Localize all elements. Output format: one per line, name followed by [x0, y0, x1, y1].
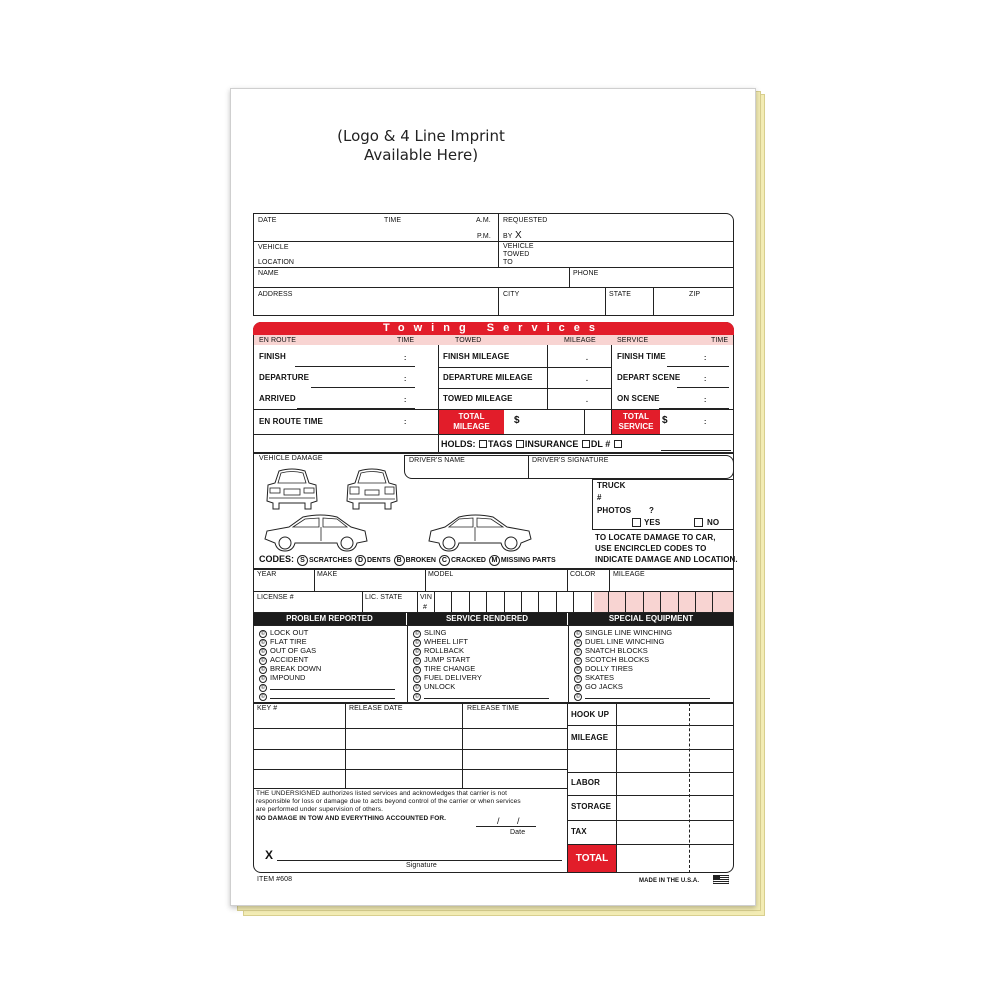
code-c-circle: C	[439, 555, 450, 566]
service-item[interactable]	[413, 655, 549, 664]
item-circle: ©	[259, 639, 267, 647]
item-circle: ©	[574, 684, 582, 692]
by-x-mark: X	[515, 230, 522, 241]
code-d-label: DENTS	[366, 557, 391, 564]
legal-line-4: NO DAMAGE IN TOW AND EVERYTHING ACCOUNTED FOR.	[256, 815, 447, 822]
lic-state-label: LIC. STATE	[365, 594, 403, 601]
state-label: STATE	[609, 291, 632, 298]
service-item[interactable]	[413, 691, 549, 700]
time-header-1: TIME	[397, 337, 415, 344]
time-header-2: TIME	[711, 337, 729, 344]
release-time-label: RELEASE TIME	[467, 705, 520, 712]
problem-list	[259, 628, 395, 700]
color-label: COLOR	[570, 571, 596, 578]
item-circle: ©	[574, 666, 582, 674]
vin-digit-cell[interactable]	[591, 591, 592, 613]
name-label: NAME	[258, 270, 279, 277]
other-hold-checkbox[interactable]	[614, 440, 622, 448]
vin-digit-cell[interactable]	[712, 591, 713, 613]
finish-colon: :	[404, 355, 407, 362]
by-label: BY	[503, 233, 513, 240]
problem-item-label: OUT OF GAS	[270, 646, 317, 655]
problem-item-label: IMPOUND	[270, 673, 306, 682]
problem-item[interactable]	[259, 691, 395, 700]
car-right-side-diagram	[425, 509, 535, 555]
blank-entry-line[interactable]	[424, 691, 549, 699]
code-d-circle: D	[355, 555, 366, 566]
car-rear-diagram	[341, 465, 403, 513]
problem-item[interactable]	[259, 664, 395, 673]
problem-item[interactable]	[259, 673, 395, 682]
service-item-label: TIRE CHANGE	[424, 664, 476, 673]
problem-item-label: ACCIDENT	[270, 655, 309, 664]
insurance-label: INSURANCE	[524, 439, 579, 449]
item-circle: ©	[259, 666, 267, 674]
storage-label: STORAGE	[571, 802, 612, 811]
vin-digit-cell[interactable]	[469, 591, 470, 613]
signature-label: Signature	[406, 862, 437, 869]
service-item[interactable]	[413, 673, 549, 682]
towing-subheader	[254, 335, 733, 345]
service-item-label: ROLLBACK	[424, 646, 465, 655]
towing-services-title: Towing Services	[383, 322, 604, 334]
problem-item[interactable]	[259, 682, 395, 691]
service-list	[413, 628, 549, 700]
finish-label: FINISH	[259, 352, 286, 361]
departure-colon: :	[404, 376, 407, 383]
service-item[interactable]	[413, 682, 549, 691]
holds-label: HOLDS:	[441, 439, 476, 449]
en-route-label: EN ROUTE	[259, 337, 296, 344]
car-front-diagram	[261, 465, 323, 513]
service-item[interactable]	[413, 628, 549, 637]
car-left-side-diagram	[261, 509, 371, 555]
vin-digit-cell[interactable]	[556, 591, 557, 613]
equipment-item[interactable]	[574, 646, 710, 655]
en-route-time-label: EN ROUTE TIME	[259, 417, 323, 426]
logo-imprint	[326, 127, 516, 165]
total-service-badge	[612, 410, 660, 434]
arrived-label: ARRIVED	[259, 394, 296, 403]
item-circle: ©	[413, 639, 421, 647]
drivers-name-label: DRIVER'S NAME	[409, 457, 465, 464]
photos-no-checkbox[interactable]	[694, 518, 703, 527]
photos-yes-checkbox[interactable]	[632, 518, 641, 527]
equipment-item[interactable]	[574, 664, 710, 673]
code-m-circle: M	[489, 555, 500, 566]
vin-digit-cell[interactable]	[434, 591, 435, 613]
model-label: MODEL	[428, 571, 454, 578]
arrived-colon: :	[404, 397, 407, 404]
code-m-label: MISSING PARTS	[500, 557, 556, 564]
depart-scene-label: DEPART SCENE	[617, 373, 681, 382]
truck-hash: #	[597, 493, 602, 502]
departure-mileage-dot: .	[586, 376, 589, 383]
vin-digit-cell[interactable]	[625, 591, 626, 613]
service-header: SERVICE RENDERED	[407, 613, 567, 625]
finish-time-colon: :	[704, 355, 707, 362]
service-item[interactable]	[413, 637, 549, 646]
equipment-item-label: SKATES	[585, 673, 615, 682]
equipment-item[interactable]	[574, 673, 710, 682]
signature-x: X	[265, 848, 274, 862]
service-item-label: FUEL DELIVERY	[424, 673, 482, 682]
item-circle: ©	[574, 630, 582, 638]
vin-digit-cell[interactable]	[660, 591, 661, 613]
vin-digit-cell[interactable]	[678, 591, 679, 613]
problem-item-label: LOCK OUT	[270, 628, 309, 637]
vehicle-location-label-2: LOCATION	[258, 259, 295, 266]
blank-entry-line[interactable]	[270, 682, 395, 690]
on-scene-colon: :	[704, 397, 707, 404]
vin-hash-label: #	[423, 604, 427, 611]
vin-digit-cell[interactable]	[695, 591, 696, 613]
total-mileage-text-1: TOTAL	[458, 412, 485, 421]
dl-checkbox[interactable]	[582, 440, 590, 448]
insurance-checkbox[interactable]	[516, 440, 524, 448]
equipment-item-label: SCOTCH BLOCKS	[585, 655, 650, 664]
finish-mileage-dot: .	[586, 355, 589, 362]
vehicle-damage-label: VEHICLE DAMAGE	[259, 455, 323, 462]
item-circle: ©	[259, 630, 267, 638]
depart-scene-colon: :	[704, 376, 707, 383]
equipment-header: SPECIAL EQUIPMENT	[568, 613, 734, 625]
license-label: LICENSE #	[257, 594, 294, 601]
problem-item-label: BREAK DOWN	[270, 664, 322, 673]
date-label: DATE	[258, 217, 277, 224]
equipment-item-label: SINGLE LINE WINCHING	[585, 628, 673, 637]
problem-item[interactable]	[259, 637, 395, 646]
problem-item[interactable]	[259, 655, 395, 664]
equipment-item[interactable]	[574, 655, 710, 664]
damage-codes-row	[259, 554, 556, 566]
vehicle-towed-label-3: TO	[503, 259, 513, 266]
towing-services-header	[253, 322, 734, 335]
code-b-label: BROKEN	[405, 557, 436, 564]
tags-label: TAGS	[488, 439, 513, 449]
total-mileage-badge	[439, 410, 504, 434]
item-circle: ©	[413, 693, 421, 701]
labor-label: LABOR	[571, 778, 600, 787]
finish-mileage-label: FINISH MILEAGE	[443, 352, 510, 361]
date-slash-1: /	[497, 816, 500, 826]
legal-line-3: are performed under supervision of others.	[256, 806, 384, 813]
holds-row	[441, 439, 623, 449]
item-circle: ©	[574, 675, 582, 683]
total-service-text-1: TOTAL	[623, 412, 649, 421]
date-sign-label: Date	[510, 829, 526, 836]
codes-label: CODES:	[259, 554, 295, 564]
equipment-list	[574, 628, 710, 700]
vin-digit-cell[interactable]	[608, 591, 609, 613]
photos-yes-label: YES	[644, 518, 661, 527]
vin-digit-cell[interactable]	[451, 591, 452, 613]
code-c-label: CRACKED	[450, 557, 486, 564]
service-item[interactable]	[413, 664, 549, 673]
total-service-dollar: $	[662, 415, 668, 426]
item-circle: ©	[574, 639, 582, 647]
us-flag-icon	[713, 875, 729, 884]
towed-mileage-dot: .	[586, 397, 589, 404]
total-service-text-2: SERVICE	[618, 422, 654, 431]
tags-checkbox[interactable]	[479, 440, 487, 448]
equipment-item[interactable]	[574, 682, 710, 691]
truck-label: TRUCK	[597, 481, 626, 490]
total-mileage-text-2: MILEAGE	[453, 422, 490, 431]
equipment-item-label: DOLLY TIRES	[585, 664, 633, 673]
mileage-header: MILEAGE	[564, 337, 596, 344]
blank-entry-line[interactable]	[270, 691, 395, 699]
photos-question: ?	[649, 506, 654, 515]
requested-label: REQUESTED	[503, 217, 548, 224]
problem-item[interactable]	[259, 646, 395, 655]
signature-line[interactable]	[277, 860, 562, 861]
equipment-item-label: SNATCH BLOCKS	[585, 646, 648, 655]
problem-item[interactable]	[259, 628, 395, 637]
vin-digit-cell[interactable]	[486, 591, 487, 613]
photos-no-label: NO	[707, 518, 720, 527]
legal-line-2: responsible for loss or damage due to acts beyond control of the carrier or when services	[256, 798, 521, 805]
phone-label: PHONE	[573, 270, 599, 277]
legal-line-1: THE UNDERSIGNED authorizes listed services and acknowledges that carrier is not	[256, 790, 508, 797]
key-label: KEY #	[257, 705, 278, 712]
item-circle: ©	[413, 630, 421, 638]
towed-mileage-label: TOWED MILEAGE	[443, 394, 513, 403]
equipment-item[interactable]	[574, 628, 710, 637]
imprint-line-1: (Logo & 4 Line Imprint	[337, 127, 505, 145]
item-circle: ©	[413, 648, 421, 656]
vehicle-location-label-1: VEHICLE	[258, 244, 289, 251]
photos-label: PHOTOS	[597, 506, 632, 515]
item-circle: ©	[413, 684, 421, 692]
item-circle: ©	[413, 666, 421, 674]
make-label: MAKE	[317, 571, 338, 578]
equipment-item-label: GO JACKS	[585, 682, 623, 691]
problem-item-label: FLAT TIRE	[270, 637, 307, 646]
pm-label: P.M.	[477, 233, 491, 240]
item-number: ITEM #608	[257, 876, 293, 883]
service-item-label: WHEEL LIFT	[424, 637, 468, 646]
equipment-item-label: DUEL LINE WINCHING	[585, 637, 665, 646]
charge-mileage-label: MILEAGE	[571, 733, 609, 742]
total-label: TOTAL	[575, 853, 609, 864]
finish-time-label: FINISH TIME	[617, 352, 666, 361]
item-circle: ©	[574, 648, 582, 656]
vin-digit-cell[interactable]	[538, 591, 539, 613]
service-item-label: UNLOCK	[424, 682, 456, 691]
drivers-signature-label: DRIVER'S SIGNATURE	[532, 457, 609, 464]
tax-label: TAX	[571, 827, 587, 836]
locate-line-2: USE ENCIRCLED CODES TO	[595, 544, 707, 553]
total-service-colon: :	[704, 419, 707, 426]
year-label: YEAR	[257, 571, 277, 578]
departure-label: DEPARTURE	[259, 373, 310, 382]
vin-digit-cell[interactable]	[504, 591, 505, 613]
release-date-label: RELEASE DATE	[349, 705, 403, 712]
vin-label: VIN	[420, 594, 432, 601]
item-circle: ©	[413, 675, 421, 683]
item-circle: ©	[259, 657, 267, 665]
vin-digit-cell[interactable]	[521, 591, 522, 613]
blank-entry-line[interactable]	[585, 691, 710, 699]
locate-line-3: INDICATE DAMAGE AND LOCATION.	[595, 555, 738, 564]
address-label: ADDRESS	[258, 291, 293, 298]
customer-info-box	[253, 213, 734, 316]
zip-label: ZIP	[689, 291, 701, 298]
service-item-label: SLING	[424, 628, 447, 637]
en-route-time-colon: :	[404, 419, 407, 426]
service-item[interactable]	[413, 646, 549, 655]
total-mileage-dollar: $	[514, 415, 520, 426]
locate-line-1: TO LOCATE DAMAGE TO CAR,	[595, 533, 716, 542]
vin-digit-cell[interactable]	[573, 591, 574, 613]
equipment-item[interactable]	[574, 637, 710, 646]
service-item-label: JUMP START	[424, 655, 471, 664]
item-circle: ©	[259, 693, 267, 701]
vehicle-towed-label-1: VEHICLE	[503, 243, 534, 250]
towing-form-sheet	[230, 88, 756, 906]
on-scene-label: ON SCENE	[617, 394, 660, 403]
towed-label: TOWED	[455, 337, 482, 344]
imprint-line-2: Available Here)	[363, 146, 479, 164]
vin-digit-cell[interactable]	[643, 591, 644, 613]
hook-up-label: HOOK UP	[571, 710, 610, 719]
made-in-usa: MADE IN THE U.S.A.	[639, 878, 700, 884]
time-label: TIME	[384, 217, 402, 224]
item-circle: ©	[259, 648, 267, 656]
city-label: CITY	[503, 291, 520, 298]
mileage-label: MILEAGE	[613, 571, 645, 578]
code-b-circle: B	[394, 555, 405, 566]
item-circle: ©	[574, 657, 582, 665]
dl-label: DL #	[590, 439, 611, 449]
date-slash-2: /	[517, 816, 520, 826]
item-circle: ©	[259, 684, 267, 692]
problem-header: PROBLEM REPORTED	[253, 613, 406, 625]
code-s-circle: S	[297, 555, 308, 566]
item-circle: ©	[413, 657, 421, 665]
total-badge	[568, 845, 616, 872]
service-label: SERVICE	[617, 337, 649, 344]
code-s-label: SCRATCHES	[308, 557, 353, 564]
equipment-item[interactable]	[574, 691, 710, 700]
am-label: A.M.	[476, 217, 491, 224]
item-circle: ©	[259, 675, 267, 683]
vehicle-towed-label-2: TOWED	[503, 251, 530, 258]
departure-mileage-label: DEPARTURE MILEAGE	[443, 373, 533, 382]
item-circle: ©	[574, 693, 582, 701]
